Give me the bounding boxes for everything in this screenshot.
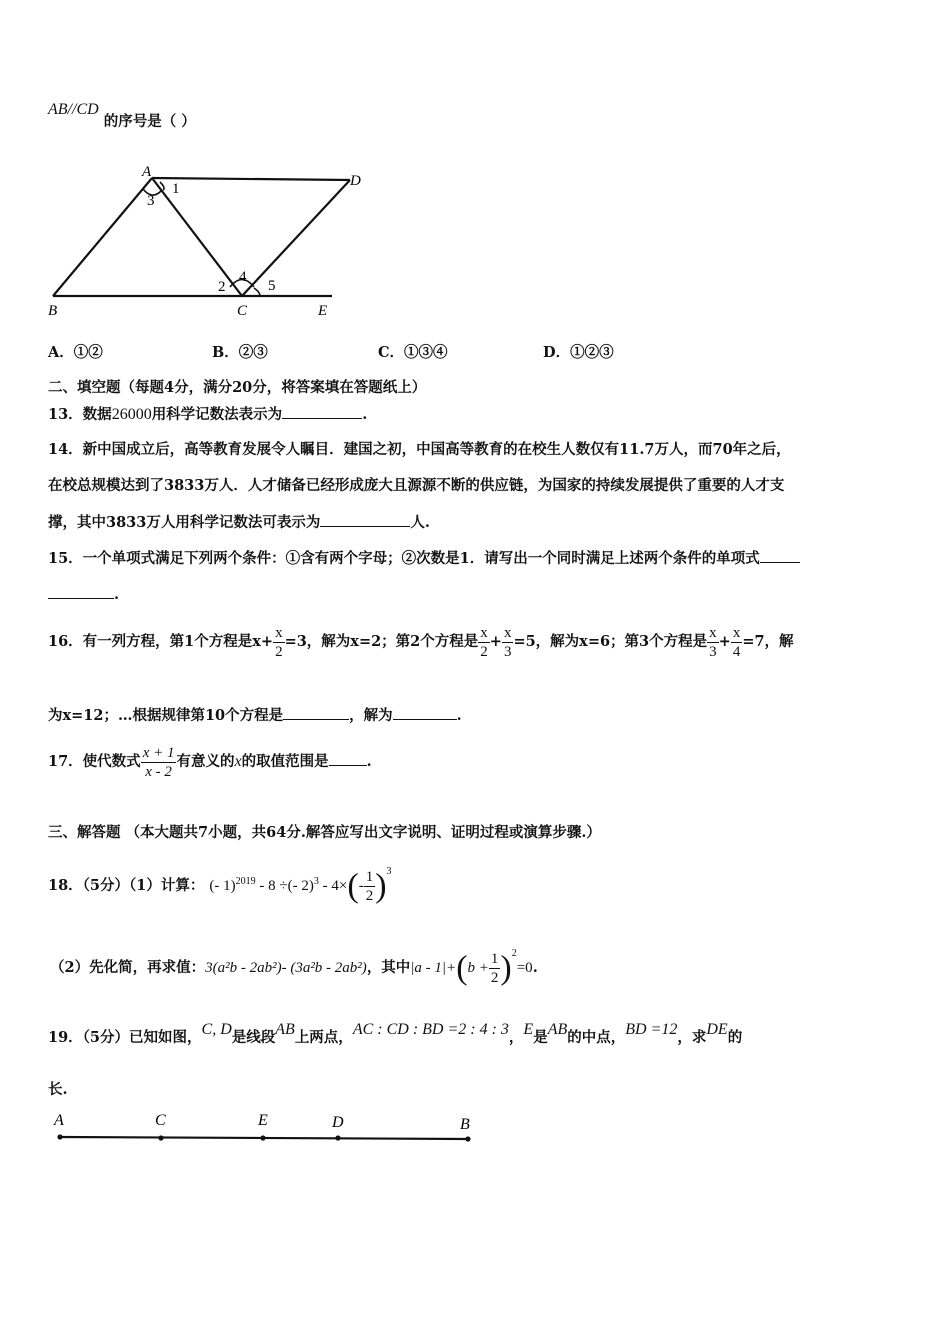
label-e: E bbox=[258, 1112, 268, 1129]
line-ad bbox=[152, 178, 350, 180]
q14-line-1: 14．新中国成立后，高等教育发展令人瞩目．建国之初，中国高等教育的在校生人数仅有11.7万人，而70年之后， bbox=[48, 441, 791, 458]
q16-part-4: =7，解 bbox=[742, 633, 794, 650]
frac-num: x bbox=[503, 624, 512, 641]
label-e: E bbox=[318, 303, 328, 319]
question-13 bbox=[48, 404, 367, 425]
frac-num: x bbox=[480, 624, 488, 641]
condition-part-2: b + bbox=[467, 960, 489, 976]
fraction-x-plus-1-over-x-minus-2 bbox=[141, 744, 177, 781]
q13-answer-blank[interactable] bbox=[282, 404, 362, 419]
condition-part-1: |a - 1|+ bbox=[410, 960, 457, 976]
math-ab-parallel-cd: AB//CD bbox=[48, 101, 99, 118]
q16-line-2 bbox=[48, 705, 462, 726]
point-d bbox=[335, 1135, 340, 1140]
label-angle-3: 3 bbox=[147, 193, 155, 209]
math-e: E bbox=[523, 1021, 534, 1038]
q19-text-1: 是线段 bbox=[231, 1029, 276, 1046]
q19-text-7: 的 bbox=[727, 1029, 743, 1046]
math-de: DE bbox=[706, 1021, 728, 1038]
q18-condition bbox=[410, 948, 533, 987]
q17-answer-blank[interactable] bbox=[329, 751, 367, 766]
math-ab: AB bbox=[275, 1021, 295, 1038]
right-paren: ) bbox=[500, 949, 512, 987]
fraction-x-over-2 bbox=[478, 624, 490, 661]
label-d: D bbox=[350, 173, 361, 189]
q16-part-3: =5，解为x=6；第3个方程是 bbox=[513, 633, 708, 650]
label-angle-2: 2 bbox=[218, 279, 226, 295]
frac-num: x + 1 bbox=[142, 744, 175, 761]
q19-text-5: 的中点， bbox=[567, 1029, 626, 1046]
q18-p2-mid: ，其中 bbox=[366, 959, 411, 976]
expr-part-2: - 8 ÷(- 2) bbox=[255, 878, 314, 894]
q12-tail-text: 的序号是（ ） bbox=[103, 113, 196, 130]
q19-pre: 19．（5分）已知如图， bbox=[48, 1029, 202, 1046]
fraction-1-over-2 bbox=[489, 950, 501, 987]
var-x: x bbox=[234, 753, 242, 770]
plus-sign: + bbox=[489, 633, 502, 650]
q17-post-1: 有意义的 bbox=[176, 753, 235, 770]
frac-den: 3 bbox=[503, 643, 512, 660]
frac-num: 1 bbox=[490, 951, 499, 968]
frac-den: 2 bbox=[275, 643, 283, 660]
math-c-d: C, D bbox=[201, 1021, 232, 1038]
option-d[interactable]: D．①②③ bbox=[543, 344, 614, 361]
q14-line-3-end: 人. bbox=[410, 514, 430, 531]
point-e bbox=[260, 1135, 265, 1140]
math-ratio: AC : CD : BD =2 : 4 : 3 bbox=[352, 1021, 509, 1038]
frac-den: 3 bbox=[709, 643, 717, 660]
plus-sign: + bbox=[718, 633, 731, 650]
label-c: C bbox=[155, 1112, 166, 1129]
q18-pre: 18．（5分）（1）计算： bbox=[48, 877, 205, 894]
q13-number: 26000 bbox=[111, 406, 152, 423]
q19-text-3: ， bbox=[508, 1029, 524, 1046]
label-c: C bbox=[237, 303, 248, 319]
fraction-x-over-3 bbox=[707, 624, 719, 661]
fraction-1-over-2 bbox=[364, 868, 376, 905]
q16-answer-blank-2[interactable] bbox=[393, 705, 457, 720]
q19-text-2: 上两点， bbox=[294, 1029, 353, 1046]
option-a[interactable]: A．①② bbox=[48, 344, 103, 361]
q15-end: . bbox=[114, 586, 120, 603]
q15-answer-blank-2[interactable] bbox=[48, 584, 114, 599]
frac-num: x bbox=[709, 624, 717, 641]
q16-line-1 bbox=[48, 622, 794, 662]
frac-den: 2 bbox=[490, 970, 499, 987]
q18-part-1 bbox=[48, 860, 392, 909]
exponent-3: 3 bbox=[313, 876, 319, 887]
q12-tail bbox=[48, 100, 196, 130]
math-bd-equals: BD =12 bbox=[625, 1021, 678, 1038]
question-17 bbox=[48, 742, 372, 782]
expr-part-1: (- 1) bbox=[209, 878, 236, 894]
fraction-x-over-3 bbox=[502, 624, 514, 661]
q16-line-2-mid: ，解为 bbox=[349, 707, 393, 724]
angle-arc-5 bbox=[254, 288, 260, 296]
section-3-heading: 三、解答题 （本大题共7小题，共64分.解答应写出文字说明、证明过程或演算步骤.） bbox=[48, 824, 601, 841]
frac-den: 4 bbox=[732, 643, 741, 660]
q19-line-1 bbox=[48, 1020, 742, 1056]
label-angle-5: 5 bbox=[268, 278, 276, 294]
q19-line-2: 长. bbox=[48, 1081, 68, 1098]
q13-pre: 13．数据 bbox=[48, 406, 112, 423]
q16-part-2: =3，解为x=2；第2个方程是 bbox=[284, 633, 479, 650]
q15-line-1 bbox=[48, 548, 800, 569]
q15-line-2 bbox=[48, 584, 119, 605]
q15-text: 15．一个单项式满足下列两个条件：①含有两个字母；②次数是1．请写出一个同时满足上述两个条件的单项式 bbox=[48, 550, 760, 567]
label-angle-1: 1 bbox=[172, 181, 180, 197]
q18-expression bbox=[209, 866, 392, 905]
right-paren: ) bbox=[375, 867, 387, 905]
label-angle-4: 4 bbox=[239, 269, 247, 285]
exponent-2019: 2019 bbox=[235, 876, 256, 887]
option-c[interactable]: C．①③④ bbox=[378, 344, 448, 361]
q14-line-2: 在校总规模达到了3833万人．人才储备已经形成庞大且源源不断的供应链，为国家的持续发展提供了重要的人才支 bbox=[48, 477, 785, 494]
line-ab bbox=[53, 178, 152, 296]
fraction-x-over-2 bbox=[273, 624, 285, 661]
fraction-x-over-4 bbox=[731, 624, 743, 661]
frac-num: 1 bbox=[365, 869, 374, 886]
minus-sign: - bbox=[358, 878, 364, 894]
q14-line-3-text: 撑，其中3833万人用科学记数法可表示为 bbox=[48, 514, 321, 531]
q19-text-6: ，求 bbox=[677, 1029, 707, 1046]
line-dc bbox=[242, 180, 350, 296]
frac-den: 2 bbox=[365, 888, 374, 905]
frac-num: x bbox=[732, 624, 741, 641]
q13-post: 用科学记数法表示为 bbox=[151, 406, 283, 423]
option-b[interactable]: B．②③ bbox=[212, 344, 268, 361]
q16-line-2-text: 为x=12；…根据规律第10个方程是 bbox=[48, 707, 284, 724]
q16-answer-blank-1[interactable] bbox=[283, 705, 349, 720]
exponent-3: 3 bbox=[386, 866, 392, 877]
line-ac bbox=[152, 178, 242, 296]
point-c bbox=[158, 1135, 163, 1140]
geometry-figure-1 bbox=[40, 160, 370, 325]
q16-line-2-end: . bbox=[456, 707, 462, 724]
math-ab: AB bbox=[547, 1021, 568, 1038]
q18-part-2 bbox=[50, 942, 538, 991]
frac-den: 2 bbox=[480, 643, 488, 660]
label-b: B bbox=[48, 303, 58, 319]
expr-part-3: - 4× bbox=[318, 878, 348, 894]
section-2-heading: 二、填空题（每题4分，满分20分，将答案填在答题纸上） bbox=[48, 379, 427, 396]
point-b bbox=[465, 1136, 470, 1141]
point-a bbox=[57, 1134, 62, 1139]
q16-part-1: 16．有一列方程，第1个方程是x+ bbox=[48, 633, 274, 650]
label-b: B bbox=[460, 1116, 470, 1133]
label-a: A bbox=[54, 1112, 64, 1129]
q17-pre: 17．使代数式 bbox=[48, 753, 141, 770]
segment-figure bbox=[48, 1105, 488, 1165]
exponent-2: 2 bbox=[511, 948, 517, 959]
q17-end: . bbox=[366, 753, 372, 770]
q15-answer-blank-1[interactable] bbox=[760, 548, 800, 563]
frac-den: x - 2 bbox=[141, 762, 177, 781]
left-paren: ( bbox=[456, 949, 468, 987]
q14-line-3 bbox=[48, 512, 430, 533]
q17-post-2: 的取值范围是 bbox=[241, 753, 329, 770]
q14-answer-blank[interactable] bbox=[320, 512, 410, 527]
q18-end: . bbox=[532, 959, 538, 976]
label-a: A bbox=[142, 164, 152, 180]
label-d: D bbox=[332, 1114, 344, 1131]
frac-num: x bbox=[275, 624, 283, 641]
q19-text-4: 是 bbox=[533, 1029, 548, 1046]
q18-p2-pre: （2）先化简，再求值： bbox=[50, 959, 206, 976]
left-paren: ( bbox=[347, 867, 359, 905]
q13-end: . bbox=[362, 406, 368, 423]
condition-part-3: =0 bbox=[516, 960, 533, 976]
q18-p2-expression: 3(a²b - 2ab²)- (3a²b - 2ab²) bbox=[205, 960, 367, 976]
